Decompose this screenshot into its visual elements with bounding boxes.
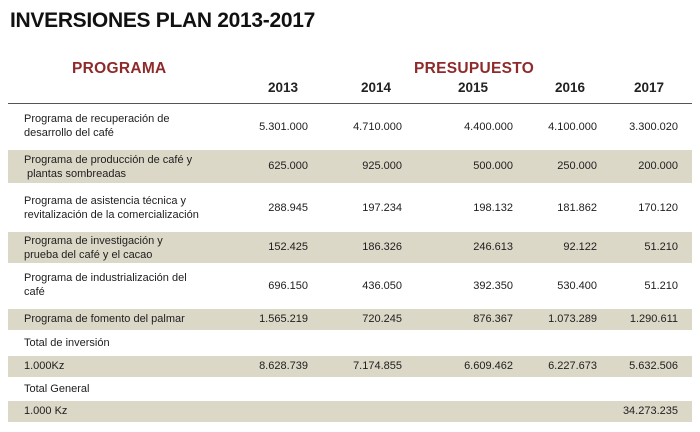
year-2017-header: 2017 (634, 80, 665, 95)
value-2016: 250.000 (557, 160, 597, 172)
program-label: Programa de asistencia técnica y revitalización de la comercialización (24, 195, 199, 221)
value-2013: 696.150 (268, 280, 308, 292)
value-2013: 152.425 (268, 241, 308, 253)
value-2017: 3.300.020 (629, 121, 678, 133)
value-2015: 392.350 (473, 280, 513, 292)
total-inversion-label-row (8, 333, 692, 354)
value-2014: 925.000 (362, 160, 402, 172)
value-2016: 181.862 (557, 202, 597, 214)
table-row (8, 232, 692, 263)
total-general-label-row (8, 379, 692, 400)
table-row (8, 266, 692, 306)
value-2013: 1.565.219 (259, 313, 308, 325)
program-label: Programa de producción de café y plantas sombreadas (24, 154, 193, 180)
value-2014: 436.050 (362, 280, 402, 292)
value-2017: 51.210 (644, 241, 678, 253)
program-label: Programa de investigación y prueba del café y el cacao (24, 235, 163, 261)
total-general-value: 34.273.235 (622, 405, 678, 417)
value-2017: 170.120 (638, 202, 678, 214)
value-2014: 4.710.000 (353, 121, 402, 133)
value-2015: 876.367 (473, 313, 513, 325)
page-title: INVERSIONES PLAN 2013-2017 (10, 9, 315, 32)
total-2016: 6.227.673 (548, 360, 597, 372)
total-2017: 5.632.506 (629, 360, 678, 372)
total-2013: 8.628.739 (259, 360, 308, 372)
table-row (8, 150, 692, 183)
value-2013: 625.000 (268, 160, 308, 172)
year-2013-header: 2013 (268, 80, 299, 95)
total-2014: 7.174.855 (353, 360, 402, 372)
total-general-row (8, 401, 692, 422)
value-2013: 288.945 (268, 202, 308, 214)
value-2017: 200.000 (638, 160, 678, 172)
table-row (8, 309, 692, 330)
total-inversion-row (8, 356, 692, 377)
programa-header: PROGRAMA (72, 60, 167, 77)
year-2016-header: 2016 (555, 80, 586, 95)
value-2014: 186.326 (362, 241, 402, 253)
total-inversion-unit: 1.000Kz (24, 360, 65, 372)
value-2015: 4.400.000 (464, 121, 513, 133)
total-inversion-label: Total de inversión (24, 337, 110, 349)
value-2015: 246.613 (473, 241, 513, 253)
value-2014: 720.245 (362, 313, 402, 325)
header-divider (8, 103, 692, 104)
year-2014-header: 2014 (361, 80, 392, 95)
total-general-label: Total General (24, 383, 90, 395)
value-2015: 500.000 (473, 160, 513, 172)
value-2016: 92.122 (563, 241, 597, 253)
value-2016: 4.100.000 (548, 121, 597, 133)
value-2017: 1.290.611 (629, 313, 678, 325)
value-2014: 197.234 (362, 202, 402, 214)
value-2016: 1.073.289 (548, 313, 597, 325)
presupuesto-header: PRESUPUESTO (414, 60, 535, 77)
value-2016: 530.400 (557, 280, 597, 292)
program-label: Programa de industrialización del café (24, 272, 187, 298)
value-2015: 198.132 (473, 202, 513, 214)
value-2013: 5.301.000 (259, 121, 308, 133)
program-label: Programa de recuperación de desarrollo del café (24, 113, 170, 139)
value-2017: 51.210 (644, 280, 678, 292)
table-row (8, 107, 692, 147)
table-row (8, 188, 692, 228)
total-2015: 6.609.462 (464, 360, 513, 372)
program-label: Programa de fomento del palmar (24, 313, 185, 325)
total-general-unit: 1.000 Kz (24, 405, 68, 417)
year-2015-header: 2015 (458, 80, 489, 95)
